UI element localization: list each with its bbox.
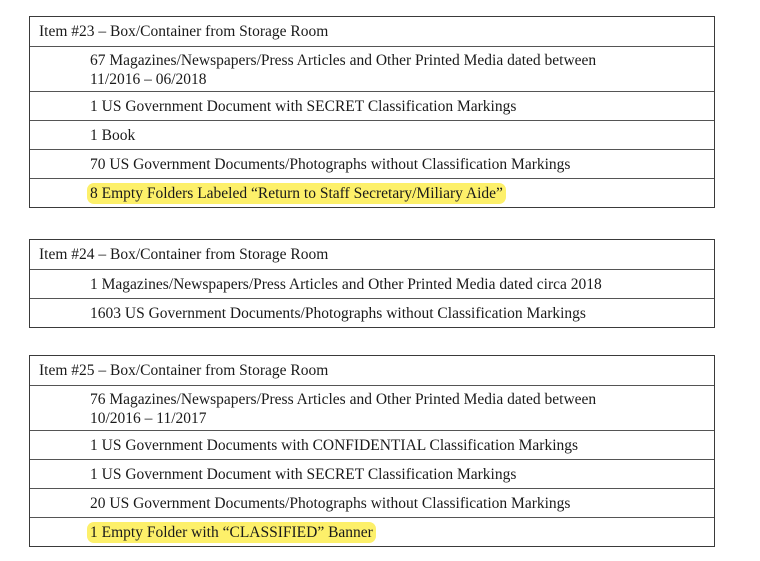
item-25-header: [30, 356, 714, 385]
item-25-row-classified-folder-highlight: 1 Empty Folder with “CLASSIFIED” Banner: [87, 522, 376, 543]
item-23-row-book: [30, 120, 714, 149]
item-25-row-secret-document: [30, 459, 714, 488]
item-25-row-printed-media: [30, 385, 714, 430]
item-24-row-printed-media-text: 1 Magazines/Newspapers/Press Articles and Other Printed Media dated circa 2018: [90, 275, 602, 293]
item-25-row-printed-media-text: 76 Magazines/Newspapers/Press Articles and Other Printed Media dated between 10/2016 – 11/2017: [90, 391, 597, 427]
item-23-row-empty-folders: [30, 178, 714, 207]
item-24-table: [29, 239, 715, 328]
item-24-row-printed-media: [30, 269, 714, 298]
item-23-row-book-text: 1 Book: [90, 126, 136, 144]
item-25-row-secret-document-text: 1 US Government Document with SECRET Classification Markings: [90, 465, 517, 483]
item-23-row-unclassified-documents-text: 70 US Government Documents/Photographs without Classification Markings: [90, 155, 571, 173]
item-23-row-empty-folders-highlight: 8 Empty Folders Labeled “Return to Staff Secretary/Miliary Aide”: [87, 183, 506, 204]
item-23-row-unclassified-documents: [30, 149, 714, 178]
item-25-row-confidential-documents: [30, 430, 714, 459]
item-24-header: [30, 240, 714, 269]
item-23-row-secret-document-text: 1 US Government Document with SECRET Classification Markings: [90, 97, 517, 115]
item-24-row-unclassified-documents-text: 1603 US Government Documents/Photographs without Classification Markings: [90, 304, 586, 322]
item-25-table: [29, 355, 715, 547]
item-24-row-unclassified-documents: [30, 298, 714, 327]
item-23-header-text: Item #23 – Box/Container from Storage Room: [39, 23, 329, 40]
item-23-header: [30, 17, 714, 46]
item-25-row-classified-folder: [30, 517, 714, 546]
item-23-row-printed-media: [30, 46, 714, 91]
item-25-header-text: Item #25 – Box/Container from Storage Room: [39, 362, 329, 379]
item-25-row-unclassified-documents-text: 20 US Government Documents/Photographs without Classification Markings: [90, 494, 571, 512]
item-23-table: [29, 16, 715, 208]
item-25-row-unclassified-documents: [30, 488, 714, 517]
item-23-row-printed-media-text: 67 Magazines/Newspapers/Press Articles and Other Printed Media dated between 11/2016 – 06/2018: [90, 52, 597, 88]
item-25-row-confidential-documents-text: 1 US Government Documents with CONFIDENTIAL Classification Markings: [90, 436, 579, 454]
item-24-header-text: Item #24 – Box/Container from Storage Room: [39, 246, 329, 263]
item-23-row-secret-document: [30, 91, 714, 120]
